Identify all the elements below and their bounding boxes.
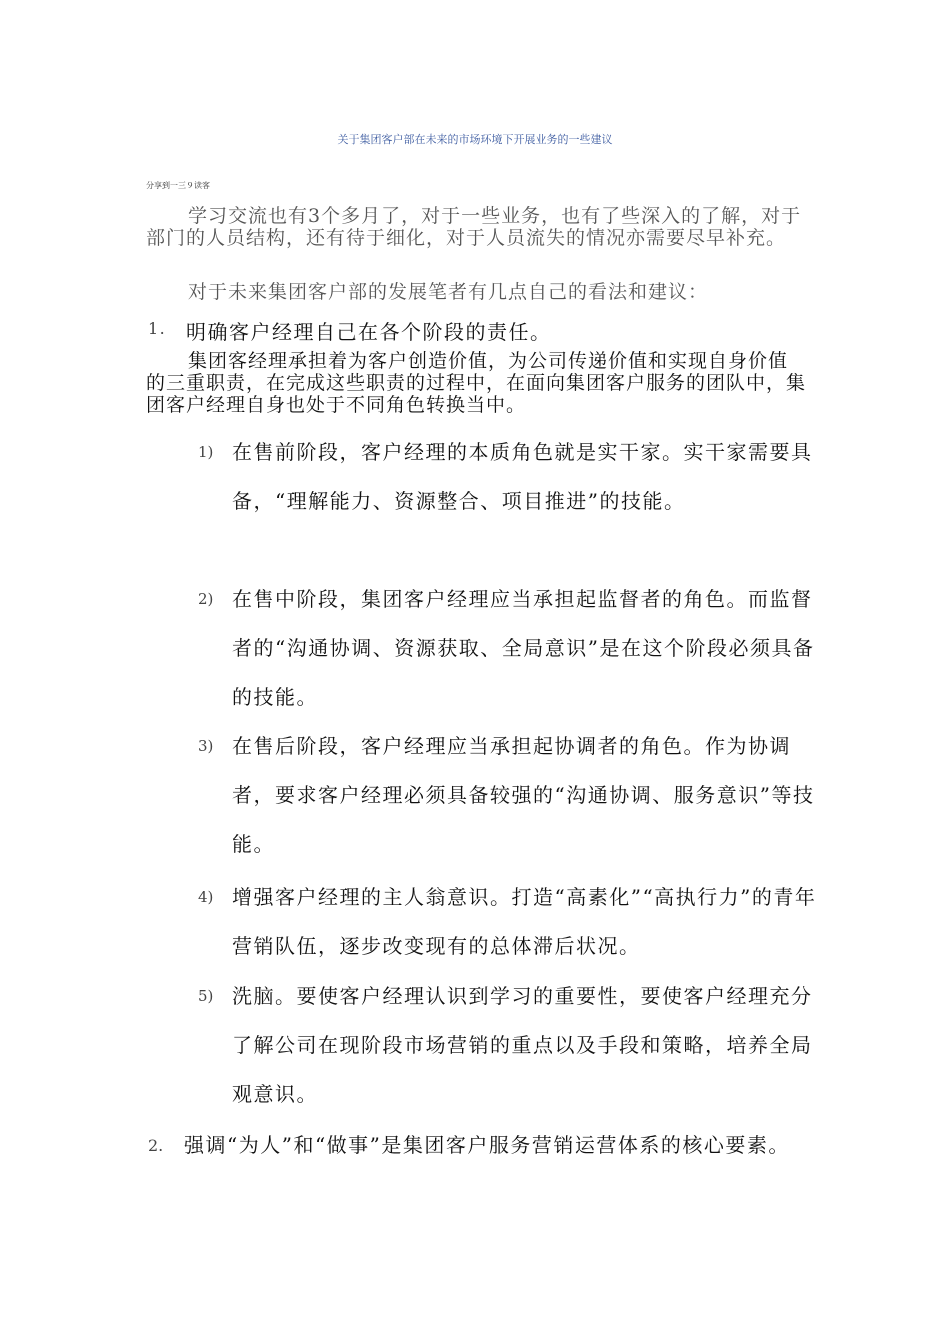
list-item-text: 在售后阶段，客户经理应当承担起协调者的角色。作为协调者，要求客户经理必须具备较强的“沟通协调、服务意识”等技能。 bbox=[232, 734, 815, 856]
list-item-text: 在售前阶段，客户经理的本质角色就是实干家。实干家需要具备，“理解能力、资源整合、项目推进”的技能。 bbox=[232, 440, 813, 513]
section-1-number: 1. bbox=[148, 319, 167, 338]
list-item-number: 3) bbox=[198, 737, 214, 755]
list-item-text: 洗脑。要使客户经理认识到学习的重要性，要使客户经理充分了解公司在现阶段市场营销的重点以及手段和策略，培养全局观意识。 bbox=[232, 984, 813, 1106]
section-2-number: 2. bbox=[148, 1136, 164, 1155]
list-item-text: 在售中阶段，集团客户经理应当承担起监督者的角色。而监督者的“沟通协调、资源获取、全局意识”是在这个阶段必须具备的技能。 bbox=[232, 587, 815, 709]
intro-paragraph-1: 学习交流也有3个多月了，对于一些业务，也有了些深入的了解，对于部门的人员结构，还有待于细化，对于人员流失的情况亦需要尽早补充。 bbox=[146, 205, 802, 249]
list-item-number: 4) bbox=[198, 888, 214, 906]
list-item-number: 2) bbox=[198, 590, 214, 608]
intro-paragraph-2: 对于未来集团客户部的发展笔者有几点自己的看法和建议： bbox=[188, 281, 709, 303]
document-title: 关于集团客户部在未来的市场环境下开展业务的一些建议 bbox=[337, 133, 613, 146]
section-2-title: 强调“为人”和“做事”是集团客户服务营销运营体系的核心要素。 bbox=[184, 1133, 790, 1157]
section-1-paragraph: 集团客经理承担着为客户创造价值，为公司传递价值和实现自身价值的三重职责，在完成这些职责的过程中，在面向集团客户服务的团队中，集团客户经理自身也处于不同角色转换当中。 bbox=[146, 350, 807, 416]
share-line: 分享到一三９读客 bbox=[146, 181, 210, 190]
list-item-text: 增强客户经理的主人翁意识。打造“高素化”“高执行力”的青年营销队伍，逐步改变现有的总体滞后状况。 bbox=[232, 885, 817, 958]
list-item-number: 1) bbox=[198, 443, 214, 461]
section-1-title: 明确客户经理自己在各个阶段的责任。 bbox=[186, 320, 552, 344]
list-item-number: 5) bbox=[198, 987, 214, 1005]
